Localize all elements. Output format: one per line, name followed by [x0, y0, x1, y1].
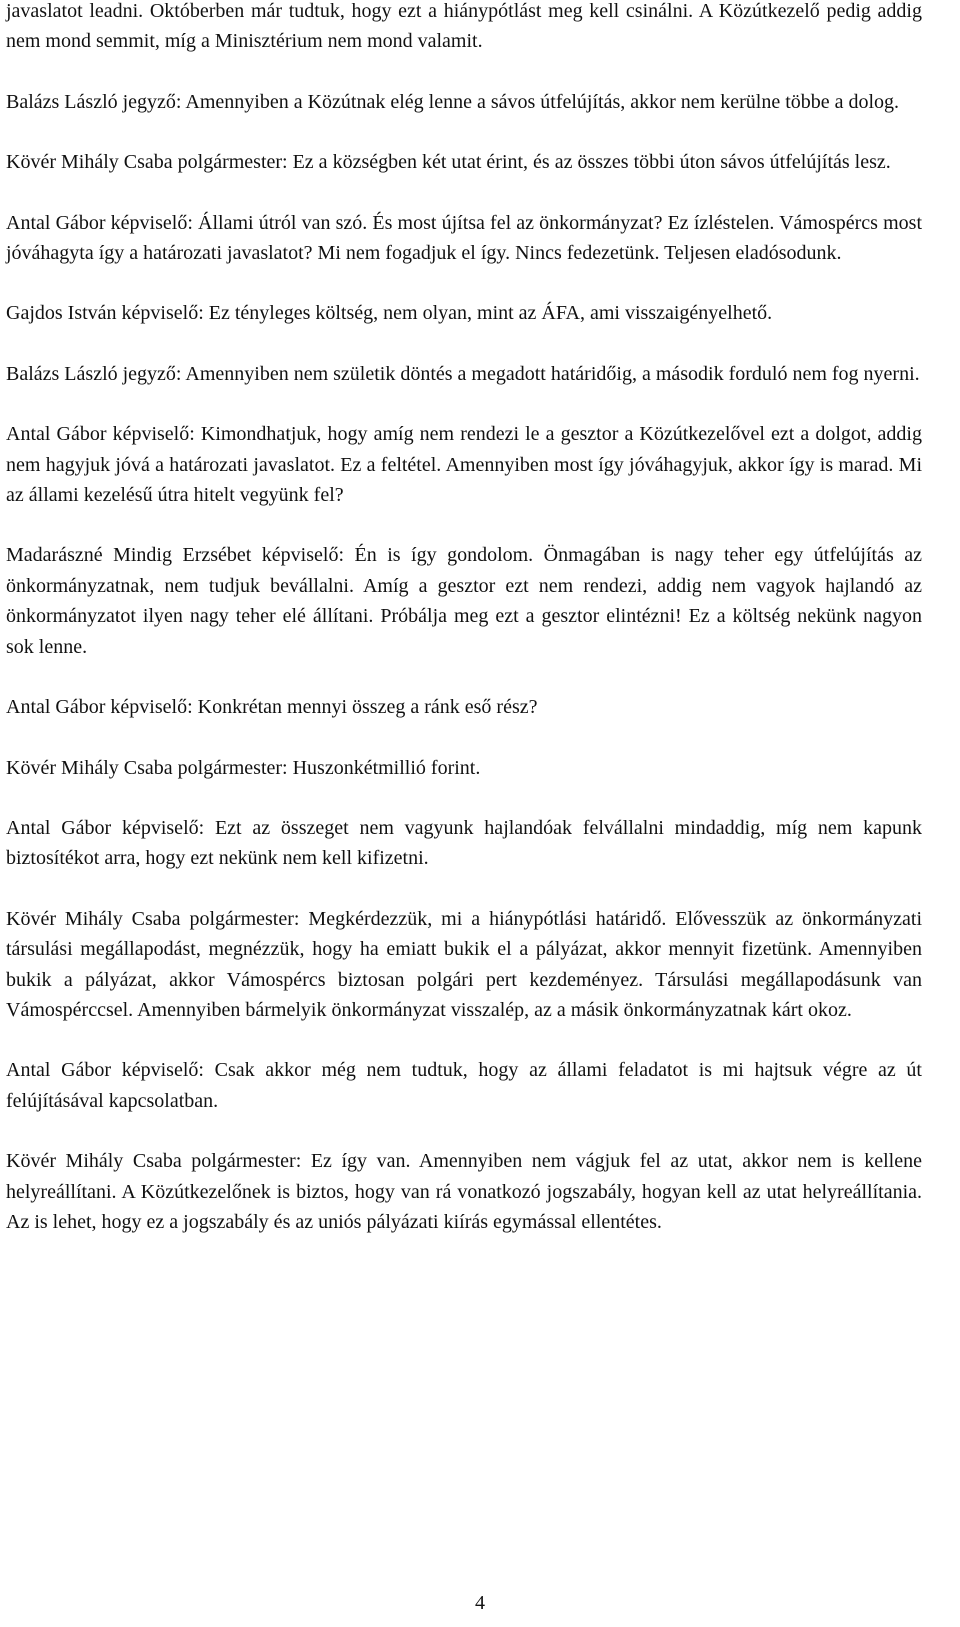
- paragraph: Balázs László jegyző: Amennyiben nem születik döntés a megadott határidőig, a második forduló nem fog nyerni.: [6, 362, 920, 385]
- paragraph: Kövér Mihály Csaba polgármester: Ez a községben két utat érint, és az összes többi úton sávos útfelújítás lesz.: [6, 151, 891, 174]
- paragraph: Kövér Mihály Csaba polgármester: Huszonkétmillió forint.: [6, 756, 481, 779]
- paragraph: Madarászné Mindig Erzsébet képviselő: Én is így gondolom. Önmagában is nagy teher egy útfelújítás az önkormányzatnak, nem tudjuk bevállalni. Amíg a gesztor ezt nem rendezi, addig nem vagyok hajlandó az önkormányzatot ilyen nagy teher elé állítani. Próbálja meg ezt a gesztor elintézni! Ez a költség nekünk nagyon sok lenne.: [6, 544, 922, 658]
- paragraph: Antal Gábor képviselő: Ezt az összeget nem vagyunk hajlandóak felvállalni mindaddig, míg nem kapunk biztosítékot arra, hogy ezt nekünk nem kell kifizetni.: [6, 816, 922, 870]
- document-body: [6, 0, 922, 1267]
- paragraph: Antal Gábor képviselő: Kimondhatjuk, hogy amíg nem rendezi le a gesztor a Közútkezelővel ezt a dolgot, addig nem hagyjuk jóvá a határozati javaslatot. Ez a feltétel. Amennyiben most így jóváhagyjuk, akkor így is marad. Mi az állami kezelésű útra hitelt vegyünk fel?: [6, 423, 922, 507]
- paragraph: Balázs László jegyző: Amennyiben a Közútnak elég lenne a sávos útfelújítás, akkor nem kerülne többe a dolog.: [6, 90, 900, 113]
- paragraph: Antal Gábor képviselő: Csak akkor még nem tudtuk, hogy az állami feladatot is mi hajtsuk végre az út felújításával kapcsolatban.: [6, 1059, 922, 1112]
- paragraph: Antal Gábor képviselő: Állami útról van szó. És most újítsa fel az önkormányzat? Ez ízléstelen. Vámospércs most jóváhagyta így a határozati javaslatot? Mi nem fogadjuk el így. Nincs fedezetünk. Teljesen eladósodunk.: [6, 211, 922, 265]
- page-number: 4: [475, 1592, 485, 1614]
- paragraph: Kövér Mihály Csaba polgármester: Ez így van. Amennyiben nem vágjuk fel az utat, akkor nem is kellene helyreállítani. A Közútkezelőnek is biztos, hogy van rá vonatkozó jogszabály, hogyan kell az utat helyreállítania. Az is lehet, hogy ez a jogszabály és az uniós pályázati kiírás egymással ellentétes.: [6, 1150, 922, 1233]
- paragraph: Antal Gábor képviselő: Konkrétan mennyi összeg a ránk eső rész?: [6, 696, 538, 719]
- paragraph: Gajdos István képviselő: Ez tényleges költség, nem olyan, mint az ÁFA, ami visszaigényelhető.: [6, 302, 773, 325]
- paragraph: javaslatot leadni. Októberben már tudtuk, hogy ezt a hiánypótlást meg kell csinálni. A Közútkezelő pedig addig nem mond semmit, míg a Minisztérium nem mond valamit.: [6, 0, 922, 53]
- paragraph: Kövér Mihály Csaba polgármester: Megkérdezzük, mi a hiánypótlási határidő. Elővesszük az önkormányzati társulási megállapodást, megnézzük, hogy ha emiatt bukik el a pályázat, akkor mennyit fizetünk. Amennyiben bukik a pályázat, akkor Vámospércs biztosan polgári pert kezdeményez. Társulási megállapodásunk van Vámospérccsel. Amennyiben bármelyik önkormányzat visszalép, az a másik önkormányzatnak kárt okoz.: [6, 907, 922, 1021]
